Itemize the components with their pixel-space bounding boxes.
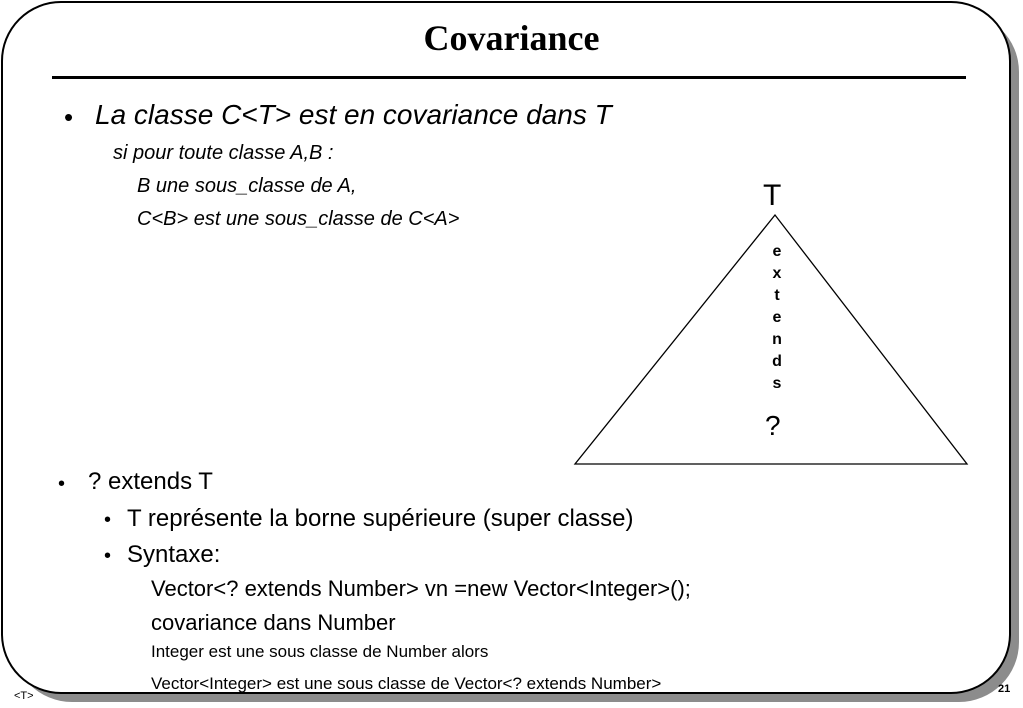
extends-letter: d: [772, 353, 782, 370]
extends-letter: e: [772, 243, 782, 260]
extends-letter: e: [772, 309, 782, 326]
syntax-conclusion-line: Vector<Integer> est une sous classe de Vector<? extends Number>: [151, 674, 662, 693]
bullet-extends-t: ? extends T: [88, 468, 213, 495]
syntax-code-line: Vector<? extends Number> vn =new Vector<Integer>();: [151, 576, 691, 601]
triangle-bottom-label: ?: [765, 410, 781, 441]
syntax-explanation-line: Integer est une sous classe de Number alors: [151, 642, 489, 661]
syntax-note-line: covariance dans Number: [151, 610, 396, 635]
bullet-marker: •: [64, 102, 74, 132]
extends-letter: t: [774, 287, 780, 304]
definition-condition: si pour toute classe A,B :: [113, 142, 334, 164]
triangle-top-label: T: [763, 179, 782, 212]
bullet-covariance-definition: La classe C<T> est en covariance dans T: [95, 99, 612, 130]
slide-title: Covariance: [423, 18, 600, 58]
extends-letter: s: [772, 375, 782, 392]
sub-bullet-marker: •: [104, 509, 112, 531]
sub-bullet-marker: •: [104, 545, 112, 567]
sub-bullet-upper-bound: T représente la borne supérieure (super classe): [127, 505, 634, 532]
definition-result-line: C<B> est une sous_classe de C<A>: [137, 208, 460, 230]
footer-label: <T>: [14, 690, 34, 702]
bullet-marker: •: [58, 473, 66, 495]
sub-bullet-syntax: Syntaxe:: [127, 541, 221, 568]
page-number: 21: [998, 683, 1011, 695]
definition-subclass-line: B une sous_classe de A,: [137, 175, 357, 197]
extends-letter: x: [772, 265, 782, 282]
extends-letter: n: [772, 331, 782, 348]
